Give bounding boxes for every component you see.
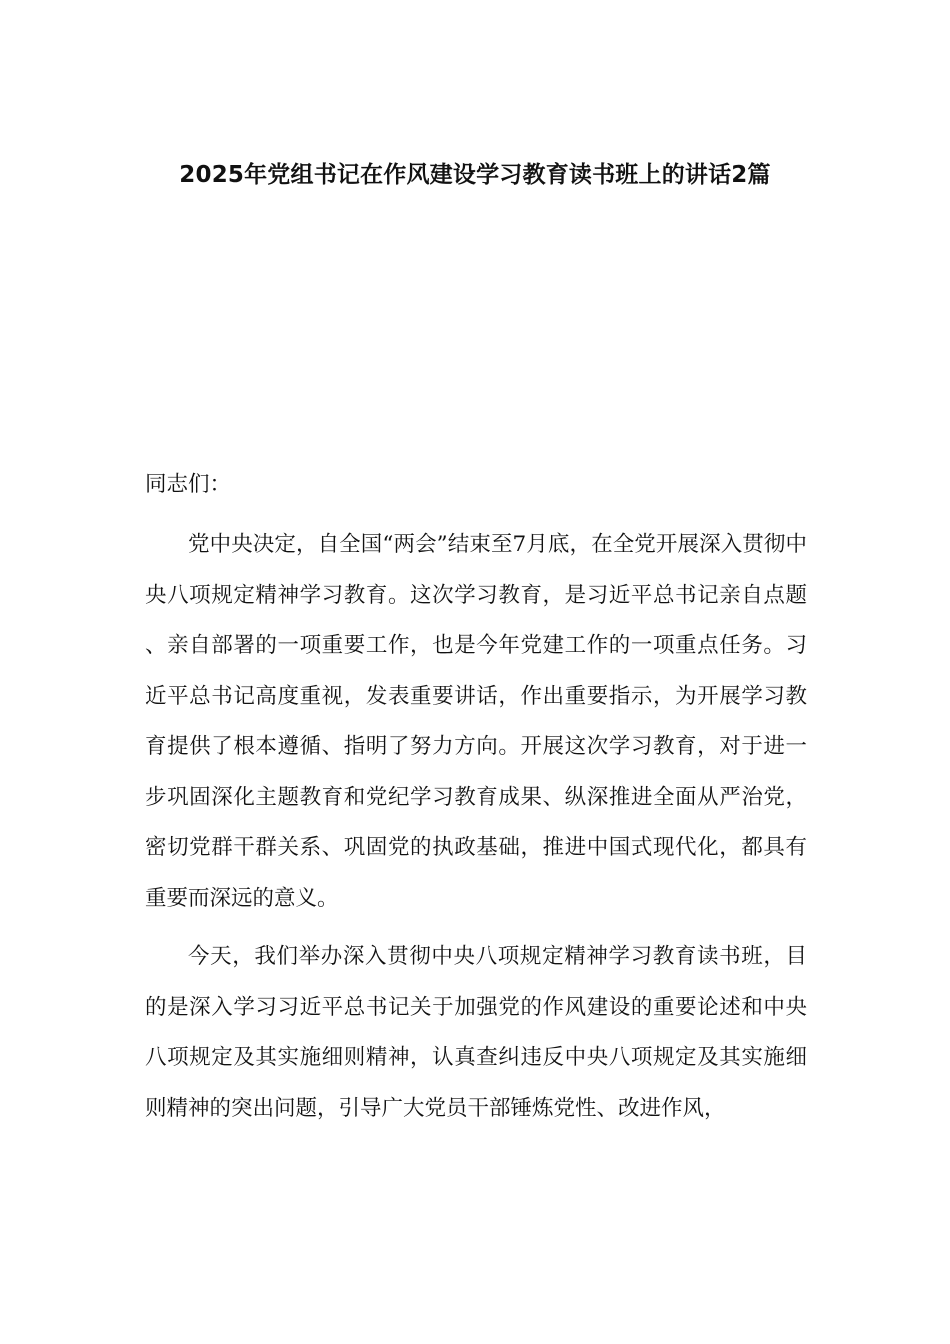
- salutation: 同志们：: [145, 472, 232, 497]
- paragraph-2: 今天，我们举办深入贯彻中央八项规定精神学习教育读书班，目的是深入学习习近平总书记关于加强党的作风建设的重要论述和中央八项规定及其实施细则精神，认真查纠违反中央八项规定及其实施细则精神的突出问题，引导广大党员干部锤炼党性、改进作风，: [145, 944, 807, 1121]
- paragraph-1: 党中央决定，自全国“两会”结束至7月底，在全党开展深入贯彻中央八项规定精神学习教育。这次学习教育，是习近平总书记亲自点题、亲自部署的一项重要工作，也是今年党建工作的一项重点任务。习近平总书记高度重视，发表重要讲话，作出重要指示，为开展学习教育提供了根本遵循、指明了努力方向。开展这次学习教育，对于进一步巩固深化主题教育和党纪学习教育成果、纵深推进全面从严治党，密切党群干群关系、巩固党的执政基础，推进中国式现代化，都具有重要而深远的意义。: [145, 532, 807, 911]
- document-title: 2025年党组书记在作风建设学习教育读书班上的讲话2篇: [179, 162, 771, 188]
